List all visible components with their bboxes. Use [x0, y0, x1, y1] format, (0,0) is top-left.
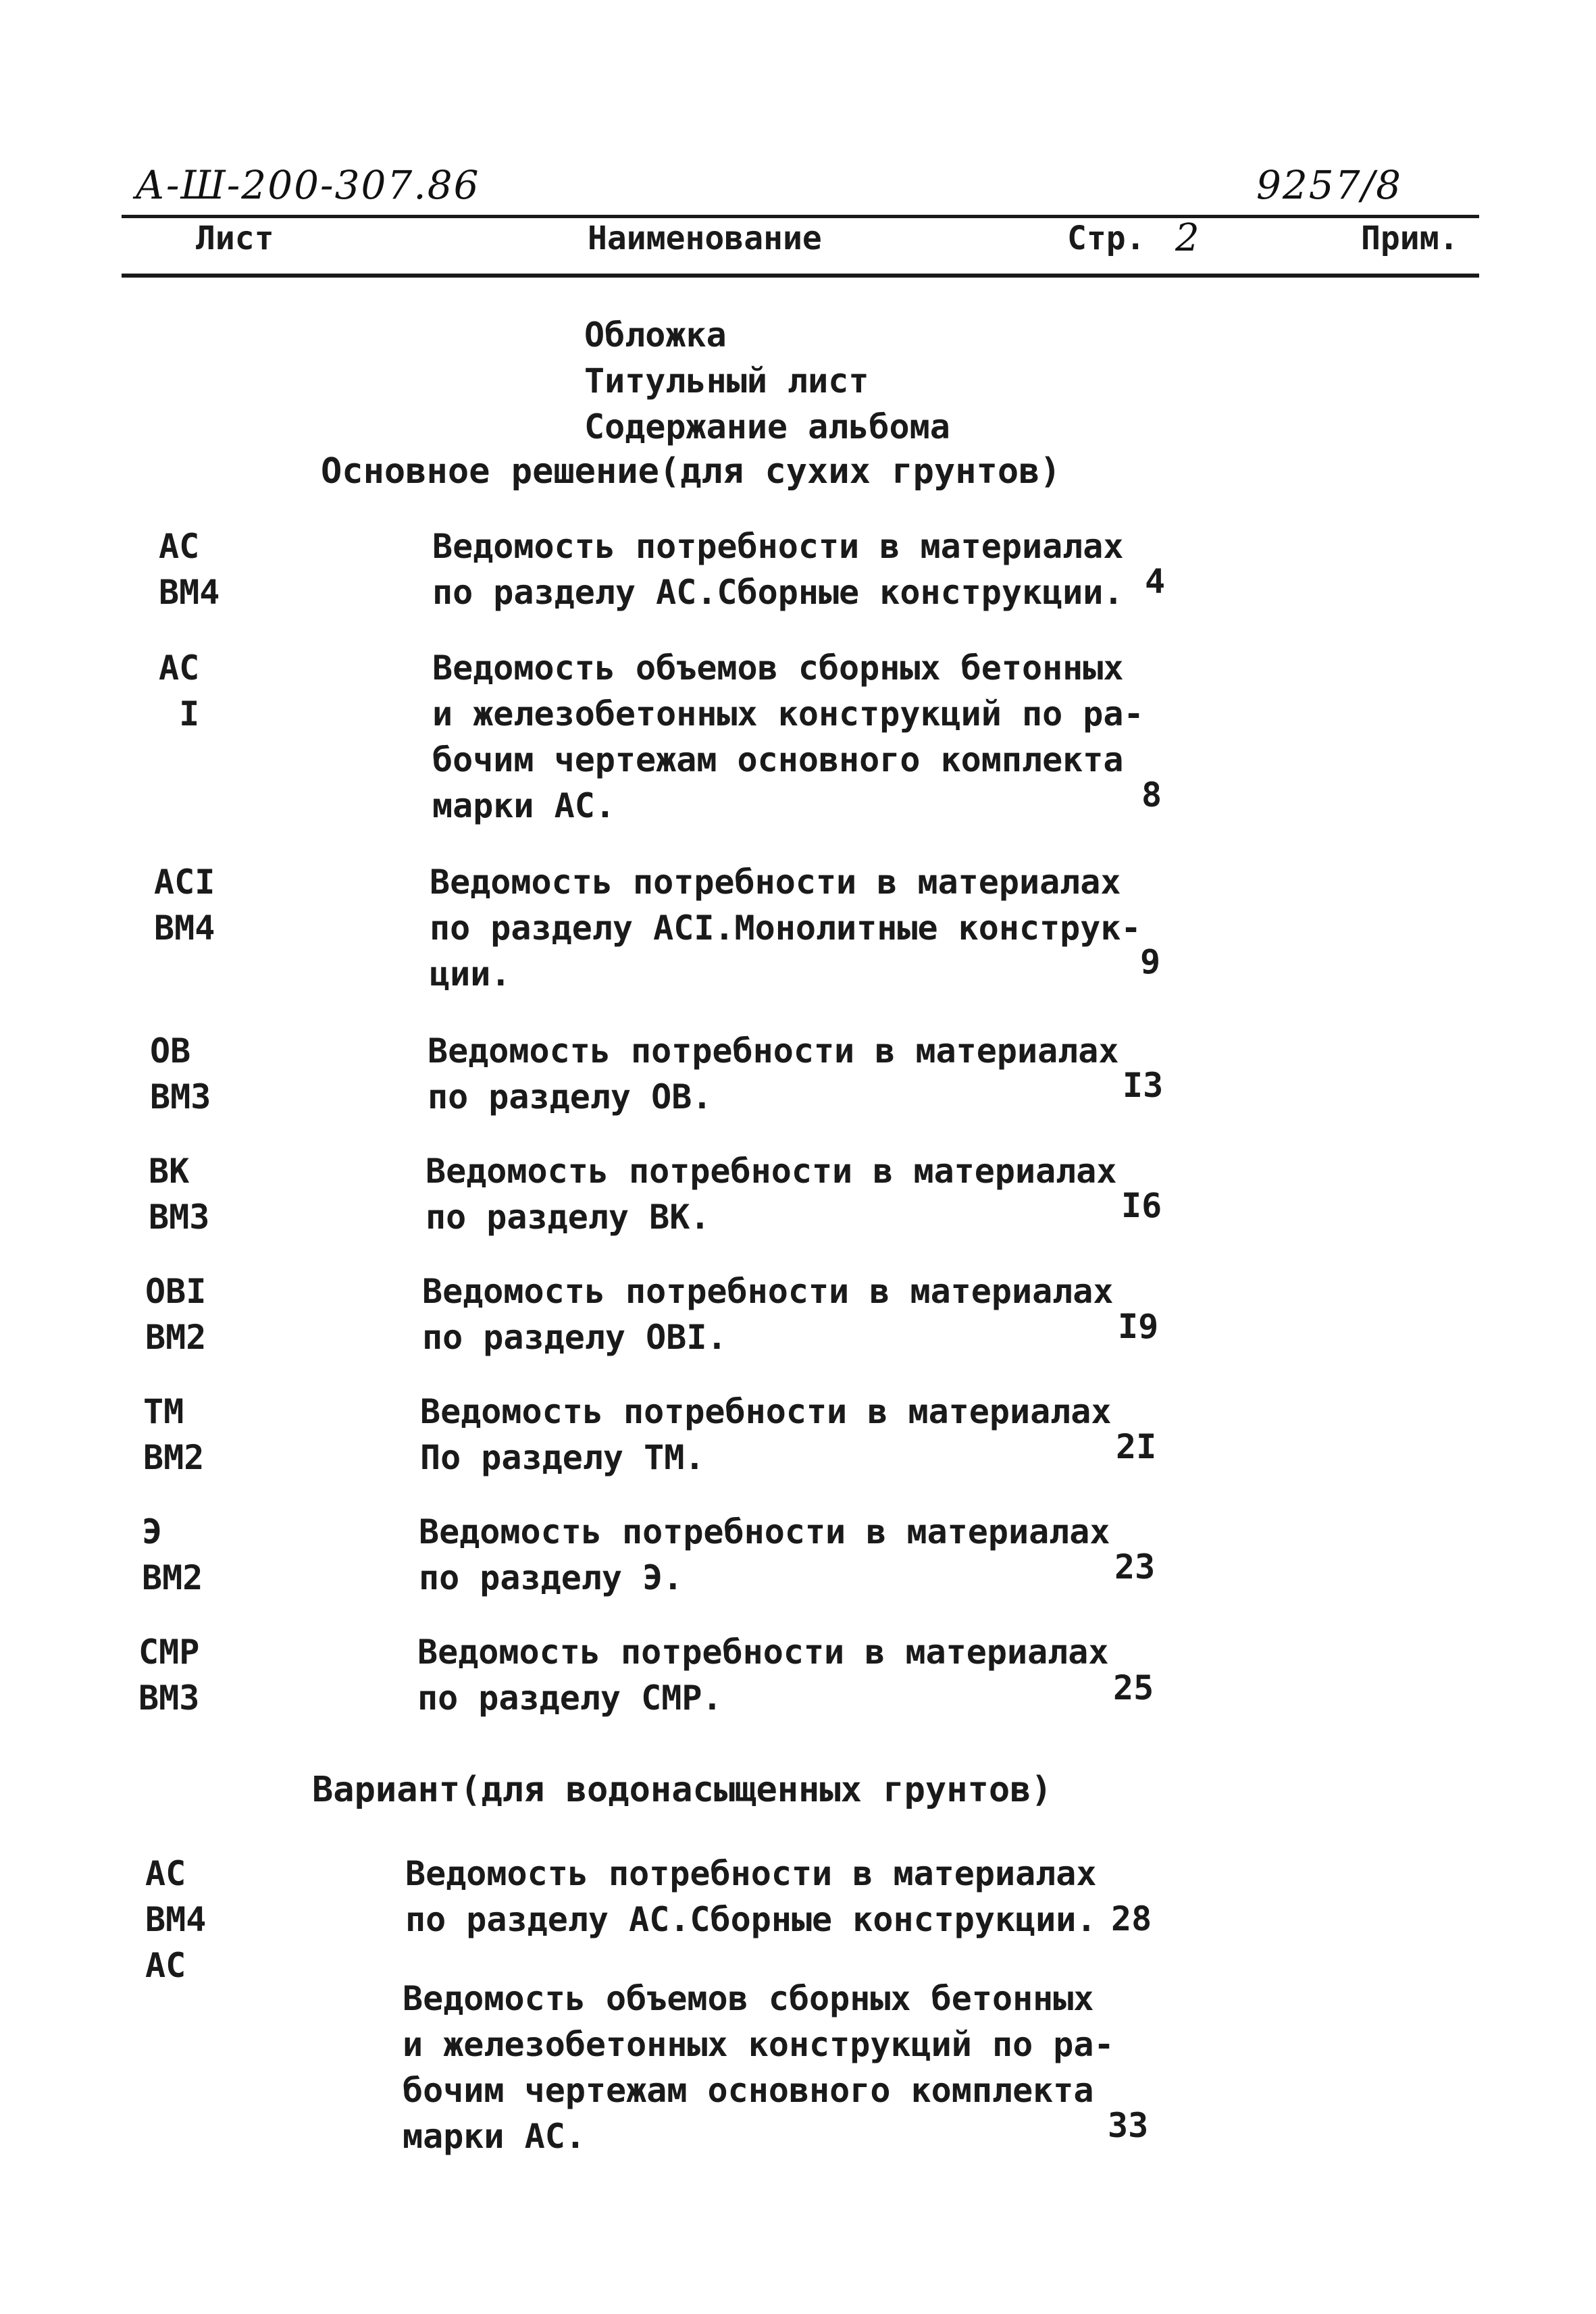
section-variant-heading: Вариант(для водонасыщенных грунтов)	[312, 1770, 1052, 1810]
entry-code: Э ВМ2	[142, 1512, 203, 1597]
entry-code: ОВI ВМ2	[145, 1272, 207, 1357]
entry-text: Ведомость потребности в материалах по разделу АС.Сборные конструкции.	[432, 527, 1124, 612]
front-matter-contents: Содержание альбома	[584, 407, 950, 446]
entry-page: 23	[1114, 1547, 1156, 1587]
entry-text: Ведомость потребности в материалах по разделу Э.	[419, 1512, 1110, 1597]
entry-page: 4	[1145, 562, 1166, 601]
section-main-heading: Основное решение(для сухих грунтов)	[321, 451, 1061, 492]
entry-text: Ведомость потребности в материалах по разделу ОВ.	[428, 1031, 1119, 1116]
entry-page: 28	[1111, 1899, 1152, 1938]
entry-code: АС ВМ4	[159, 527, 220, 612]
entry-text: Ведомость потребности в материалах По разделу ТМ.	[420, 1392, 1112, 1477]
col-name-header: Наименование	[588, 220, 822, 257]
front-matter-title-sheet: Титульный лист	[584, 361, 869, 401]
inventory-number: 9257/8	[1256, 162, 1403, 208]
entry-text: Ведомость потребности в материалах по разделу СМР.	[417, 1632, 1109, 1718]
entry-page: I9	[1118, 1307, 1159, 1346]
entry-code: АС ВМ4 АС	[145, 1854, 207, 1985]
entry-page: 2I	[1116, 1427, 1157, 1466]
col-note-header: Прим.	[1361, 220, 1459, 257]
entry-code: СМР ВМ3	[138, 1632, 200, 1718]
page-mark: 2	[1175, 216, 1201, 260]
entry-page: 33	[1108, 2106, 1149, 2145]
entry-code: АСI ВМ4	[154, 863, 215, 948]
header-rule	[122, 274, 1479, 278]
entry-page: I6	[1121, 1186, 1162, 1225]
entry-code: АС I	[159, 648, 200, 734]
entry-page: I3	[1123, 1066, 1164, 1105]
top-rule	[122, 215, 1479, 218]
entry-text: Ведомость потребности в материалах по разделу ОВI.	[422, 1272, 1114, 1357]
entry-code: ВК ВМ3	[149, 1152, 210, 1237]
entry-text: Ведомость потребности в материалах по разделу ВК.	[426, 1152, 1117, 1237]
front-matter-cover: Обложка	[584, 315, 727, 355]
entry-text: Ведомость потребности в материалах по разделу АС.Сборные конструкции.	[405, 1854, 1097, 1939]
entry-page: 25	[1113, 1668, 1154, 1707]
entry-code: ОВ ВМ3	[150, 1031, 211, 1116]
entry-page: 8	[1141, 775, 1162, 815]
col-sheet-header: Лист	[196, 220, 274, 257]
entry-code: ТМ ВМ2	[143, 1392, 205, 1477]
entry-text: Ведомость объемов сборных бетонных и железобетонных конструкций по ра- бочим чертежам основного комплекта марки АС.	[403, 1979, 1114, 2156]
entry-text: Ведомость потребности в материалах по разделу АСI.Монолитные конструк- ции.	[430, 863, 1141, 994]
entry-page: 9	[1140, 942, 1161, 981]
col-page-header: Стр.	[1067, 220, 1145, 257]
doc-code: А-Ш-200-307.86	[135, 162, 480, 208]
entry-text: Ведомость объемов сборных бетонных и железобетонных конструкций по ра- бочим чертежам основного комплекта марки АС.	[432, 648, 1144, 825]
